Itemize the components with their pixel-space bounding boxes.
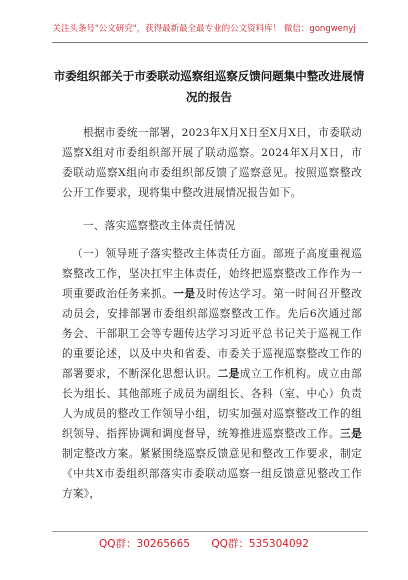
- header-banner: 关注头条号"公文研究"，获得最新最全最专业的公文资料库！ 微信：gongwenyj: [52, 24, 356, 34]
- para-part-c: 及时传达学习。第一时间召开整改动员会，安排部署市委组织部巡察整改工作。先后6次通过部务会、干部职工会等专题传达学习习近平总书记关于巡视工作的重要论述，以及中央和省委、市委关于巡视巡察整改工作的部署要求，不断深化思想认识。: [62, 288, 363, 380]
- footer-qq-1: QQ群：30265665: [99, 538, 190, 550]
- section-heading: 一、落实巡察整改主体责任情况: [83, 220, 236, 232]
- para-point-2: 二是: [217, 368, 240, 380]
- para-point-1: 一是: [173, 288, 196, 300]
- para-part-a: （一）领导班子落实整改主体责任方面。部班子高度重视巡察整改工作，坚决扛牢主体责任，始终把巡察整改工作作为一项重要政治任务来抓。: [62, 248, 362, 300]
- footer-qq-2: QQ群：535304092: [211, 538, 309, 550]
- intro-paragraph: 根据市委统一部署，2023年X月X日至X月X日，市委联动巡察X组对市委组织部开展了联动巡察。2024年X月X日，市委联动巡察X组向市委组织部反馈了巡察意见。按照巡察整改公开工作要求，现将集中整改进展情况报告如下。: [62, 127, 362, 199]
- header-divider: [52, 42, 368, 43]
- footer-divider: [52, 531, 368, 532]
- footer: [0, 536, 408, 551]
- para-part-e: 制定整改方案。紧紧围绕巡察反馈意见和整改工作要求，制定《中共X市委组织部落实市委联动巡察一组反馈意见整改工作方案》，: [62, 448, 362, 500]
- para-part-d: 成立工作机构。成立由部长为组长、其他部班子成员为副组长、各科（室、中心）负责人为成员的整改工作领导小组，切实加强对巡察整改工作的组织领导、指挥协调和调度督导，统筹推进巡察整改工作。: [62, 368, 362, 440]
- para-point-3: 三是: [339, 428, 362, 440]
- document-title: 市委组织部关于市委联动巡察组巡察反馈问题集中整改进展情况的报告: [53, 69, 365, 104]
- body-paragraph: [62, 244, 362, 504]
